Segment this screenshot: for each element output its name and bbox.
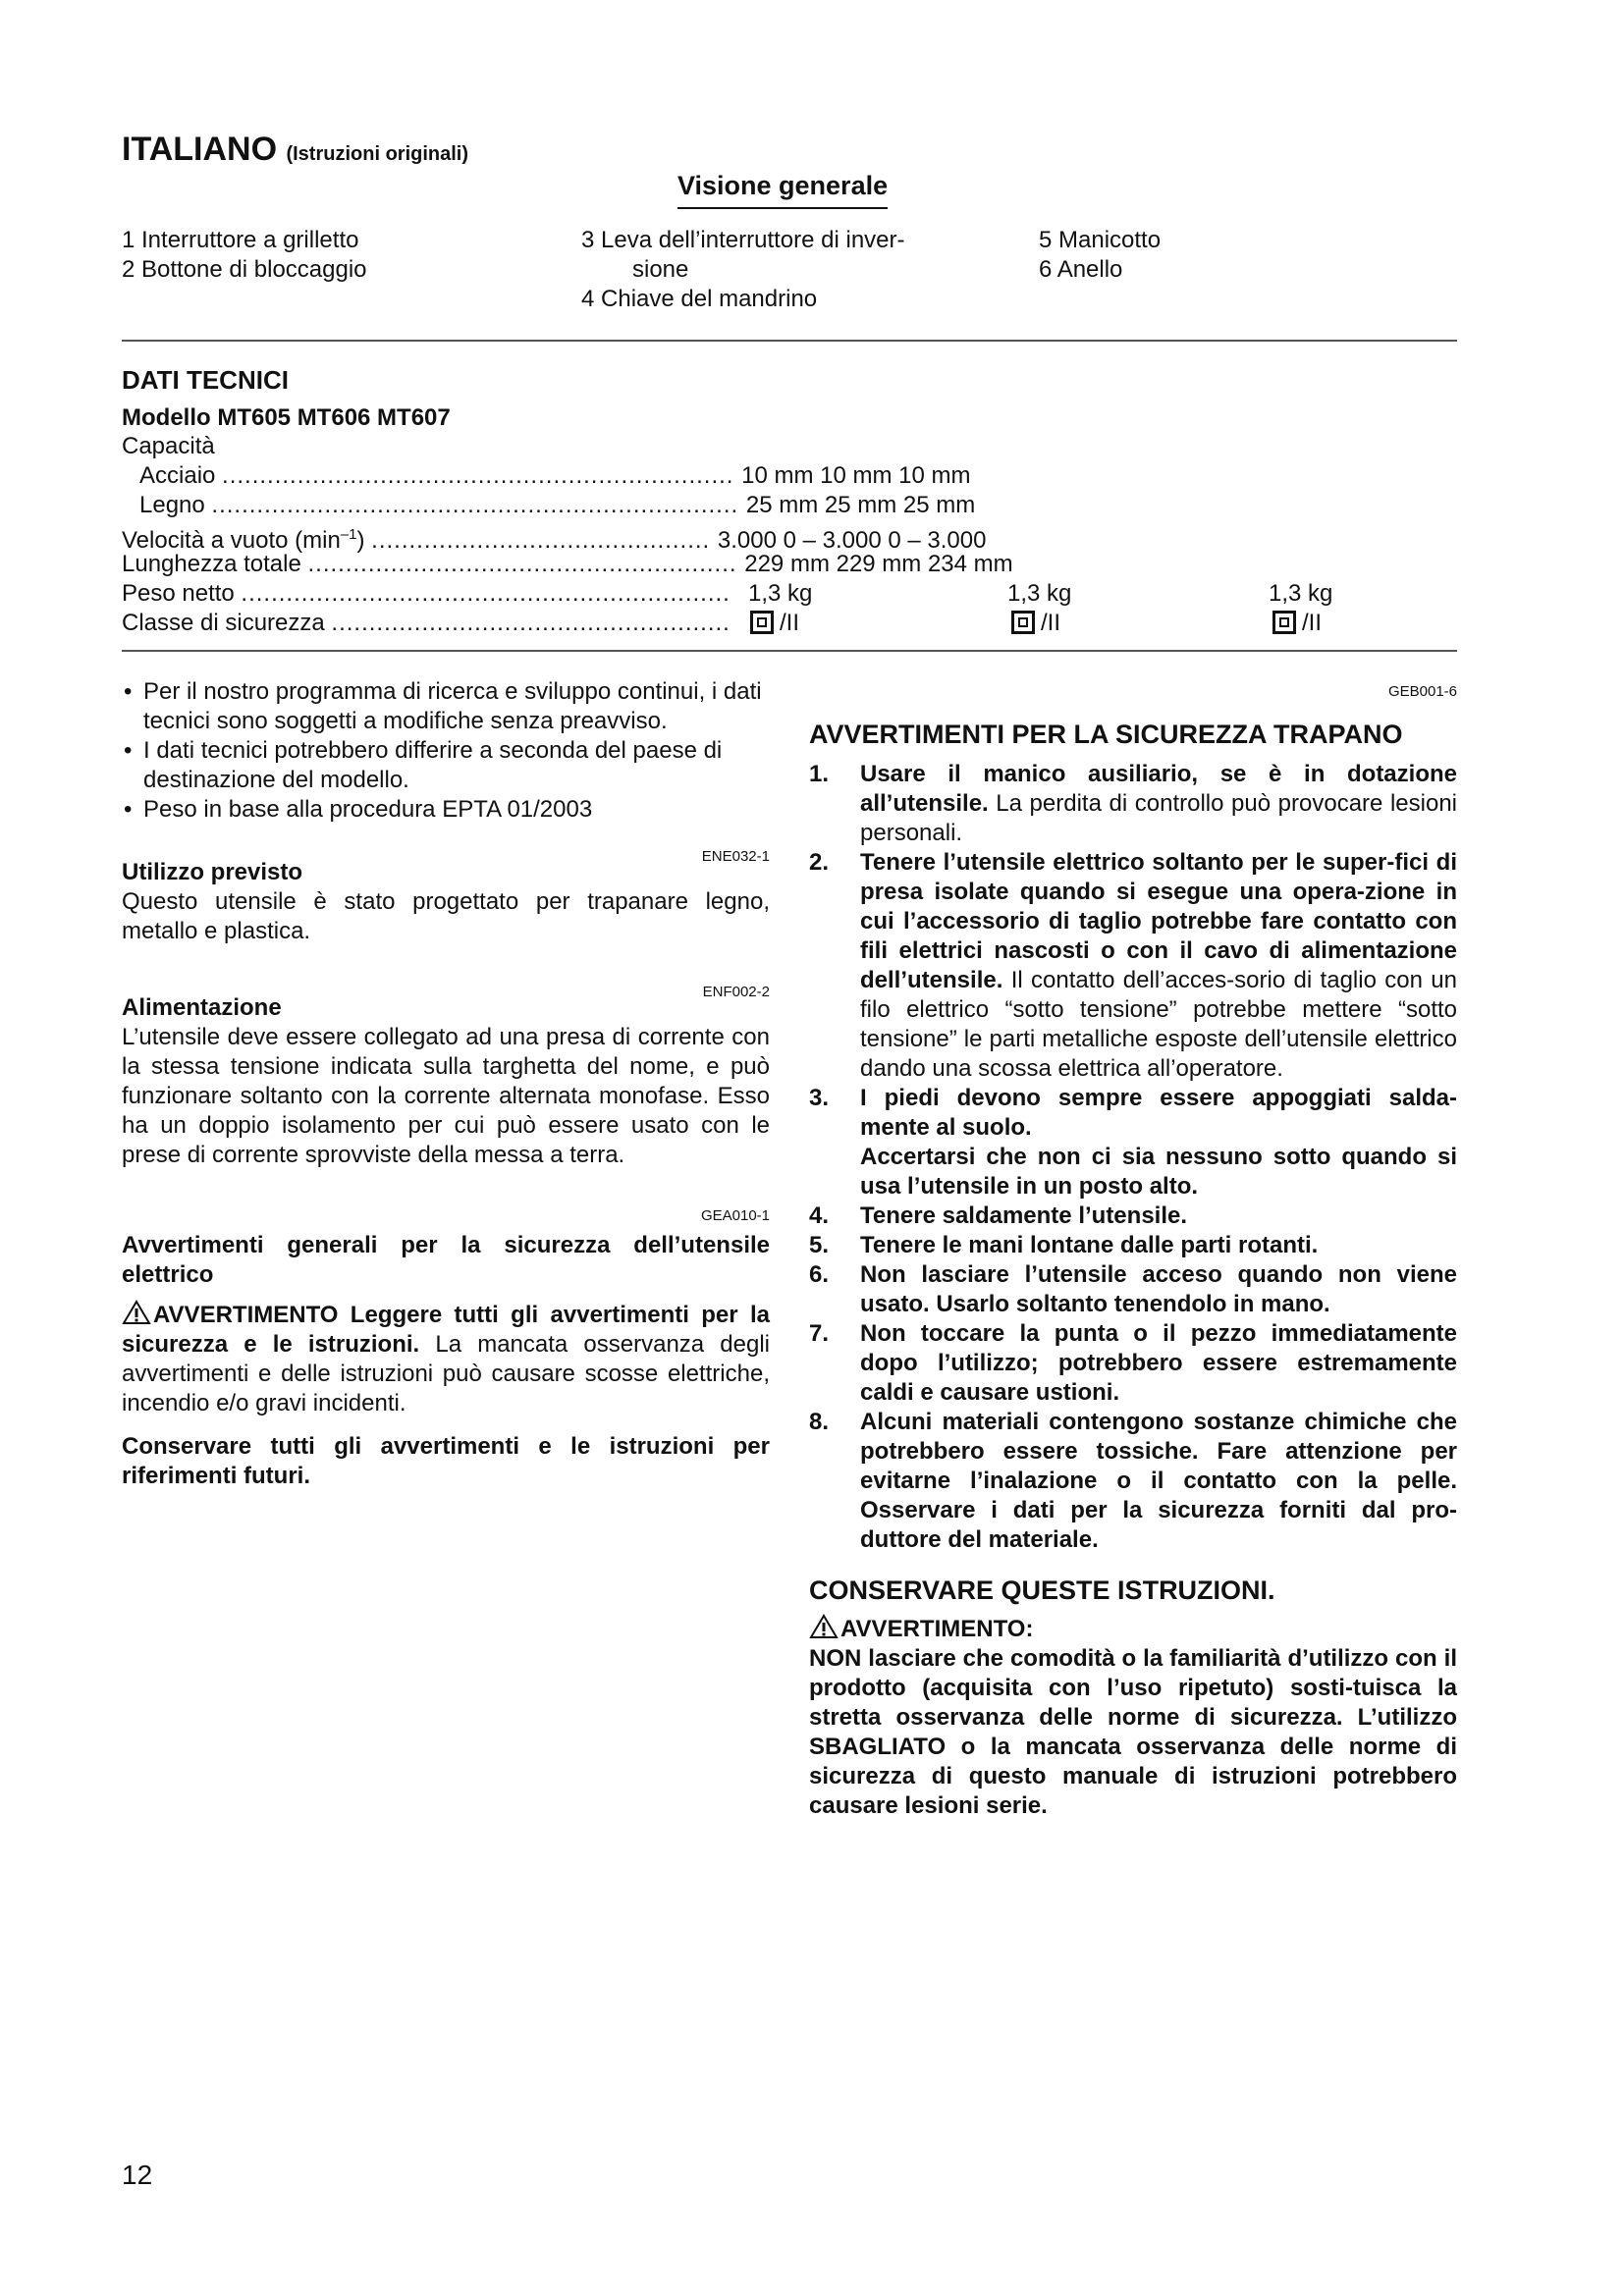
specs-title: DATI TECNICI [122, 365, 289, 395]
spec-steel-value: 10 mm 10 mm 10 mm [741, 462, 971, 489]
warning-triangle-icon [809, 1614, 839, 1639]
item-bold: Tenere saldamente l’utensile. [860, 1202, 1188, 1229]
section-code: ENF002-2 [702, 984, 770, 1000]
spec-class-value [750, 609, 799, 638]
item-bold: Tenere le mani lontane dalle parti rotanti. [860, 1232, 1319, 1258]
spec-weight-value: 1,3 kg [1269, 580, 1333, 607]
double-insulation-icon [1011, 611, 1035, 634]
divider-specs [122, 650, 1457, 652]
spec-class-text: /II [1041, 610, 1061, 636]
safety-item [809, 1201, 1457, 1231]
left-column [122, 677, 770, 1491]
item-number: 2. [809, 849, 830, 876]
dot-leader: ..................................................... [331, 610, 731, 636]
legend-item: 5 Manicotto [1039, 227, 1162, 253]
spec-length-value: 229 mm 229 mm 234 mm [744, 551, 1013, 577]
dot-leader: ...................................................................... [211, 492, 746, 518]
spec-class-label: Classe di sicurezza [122, 610, 325, 636]
section-title: Alimentazione [122, 994, 282, 1021]
warning-label-line [809, 1614, 1457, 1644]
dot-leader: .................................................................... [222, 462, 742, 489]
safety-item [809, 1231, 1457, 1260]
item-bold: Accertarsi che non ci sia nessuno sotto quando si usa l’utensile in un posto alto. [860, 1144, 1457, 1200]
spec-note: • Per il nostro programma di ricerca e sviluppo continui, i dati tecnici sono soggetti a modifiche senza preavviso. [122, 677, 770, 736]
safety-item [809, 848, 1457, 1084]
spec-note: • I dati tecnici potrebbero differire a seconda del paese di destinazione del modello. [122, 736, 770, 795]
item-number: 4. [809, 1202, 830, 1229]
spec-note: • Peso in base alla procedura EPTA 01/2003 [122, 795, 770, 825]
warning-paragraph [122, 1300, 770, 1418]
divider-top [122, 340, 1457, 342]
item-number: 7. [809, 1320, 830, 1347]
overview-title: Visione generale [677, 171, 888, 209]
spec-class-text: /II [780, 610, 800, 636]
dot-leader: ......................................................... [307, 551, 745, 577]
spec-wood [139, 491, 975, 520]
legend-item: 6 Anello [1039, 256, 1123, 283]
item-text: Il contatto dell’acces-sorio di taglio con un filo elettrico “sotto tensione” potrebbe mettere “sotto tensione” le parti metalliche esposte dell’utensile elettrico dando una scossa elettrica all’operatore. [860, 967, 1457, 1082]
model-line: Modello MT605 MT606 MT607 [122, 404, 451, 431]
warning-text: NON lasciare che comodità o la familiarità d’utilizzo con il prodotto (acquisita con l’uso ripetuto) sosti-tuisca la stretta osservanza delle norme di sicurezza. L’utilizzo SBAGLIATO o la mancata osservanza delle norme di sicurezza di questo manuale di istruzioni potrebbero causare lesioni serie. [809, 1645, 1457, 1819]
double-insulation-icon [1272, 611, 1296, 634]
warning-label: AVVERTIMENTO: [840, 1616, 1034, 1642]
item-bold: Alcuni materiali contengono sostanze chimiche che potrebbero essere tossiche. Fare attenzione per evitarne l’inalazione o il contatto con la pelle. Osservare i dati per la sicurezza forniti dal pro-duttore del materiale. [860, 1409, 1457, 1553]
section-title: Utilizzo previsto [122, 859, 303, 885]
language-title: ITALIANO [122, 131, 278, 168]
section-text: Questo utensile è stato progettato per trapanare legno, metallo e plastica. [122, 888, 770, 944]
item-number: 1. [809, 761, 830, 787]
keep-title: CONSERVARE QUESTE ISTRUZIONI. [809, 1575, 1275, 1605]
spec-class-value [1011, 609, 1060, 638]
spec-class-value [1272, 609, 1322, 638]
warning-bold: AVVERTIMENTO Leggere tutti gli avvertimenti per la sicurezza e le istruzioni. [122, 1302, 770, 1358]
legend-column-2 [581, 226, 905, 314]
spec-capacity-label: Capacità [122, 433, 215, 459]
item-bold: I piedi devono sempre essere appoggiati salda-mente al suolo. [860, 1085, 1457, 1141]
section-text: L’utensile deve essere collegato ad una presa di corrente con la stessa tensione indicata sulla targhetta del nome, e può funzionare soltanto con la corrente alternata monofase. Esso ha un doppio isolamento per cui può essere usato con le prese di corrente sprovviste della messa a terra. [122, 1024, 770, 1168]
spec-weight-value: 1,3 kg [748, 580, 813, 607]
spec-weight-value: 1,3 kg [1007, 580, 1072, 607]
spec-weight [122, 579, 731, 609]
double-insulation-icon [750, 611, 774, 634]
item-number: 5. [809, 1232, 830, 1258]
safety-item [809, 1084, 1457, 1143]
spec-speed-value: 3.000 0 – 3.000 0 – 3.000 [717, 527, 987, 554]
right-column [809, 677, 1457, 1821]
keep-instructions: Conservare tutti gli avvertimenti e le istruzioni per riferimenti futuri. [122, 1433, 770, 1489]
legend-column-3 [1039, 226, 1161, 285]
section-title: Avvertimenti generali per la sicurezza dell’utensile elettrico [122, 1232, 770, 1288]
safety-item [809, 1260, 1457, 1319]
warning-text: La mancata osservanza degli avvertimenti e delle istruzioni può causare scosse elettriche, incendio e/o gravi incidenti. [122, 1331, 771, 1416]
spec-length-label: Lunghezza totale [122, 551, 301, 577]
legend-item: 2 Bottone di bloccaggio [122, 256, 367, 283]
item-number: 3. [809, 1085, 830, 1111]
section-code: GEB001-6 [1387, 683, 1457, 700]
dot-leader: ................................................................. [241, 580, 731, 607]
item-number: 6. [809, 1261, 830, 1288]
spec-class [122, 609, 731, 638]
legend-column-1 [122, 226, 367, 285]
legend-item: 1 Interruttore a grilletto [122, 227, 359, 253]
dot-leader: ............................................. [371, 527, 718, 554]
legend-item: sione [632, 256, 689, 283]
language-subtitle: (Istruzioni originali) [286, 143, 469, 165]
spec-wood-value: 25 mm 25 mm 25 mm [745, 492, 976, 518]
spec-speed-label: Velocità a vuoto (min [122, 527, 341, 554]
item-number: 8. [809, 1409, 830, 1435]
item-bold: Non toccare la punta o il pezzo immediatamente dopo l’utilizzo; potrebbero essere estremamente caldi e causare ustioni. [860, 1320, 1457, 1406]
section-code: ENE032-1 [701, 848, 770, 865]
item-bold: Tenere l’utensile elettrico soltanto per le super-fici di presa isolate quando si esegue una opera-zione in cui l’accessorio di taglio potrebbe fare contatto con fili elettrici nascosti o con il cavo di alimentazione dell’utensile. [860, 849, 1457, 993]
spec-weight-label: Peso netto [122, 580, 235, 607]
language-heading [122, 131, 468, 169]
drill-safety-title: AVVERTIMENTI PER LA SICUREZZA TRAPANO [809, 720, 1403, 749]
spec-speed-sup: –1 [340, 526, 357, 543]
item-text: La perdita di controllo può provocare lesioni personali. [860, 790, 1457, 846]
legend-item: 4 Chiave del mandrino [581, 286, 818, 312]
safety-item [809, 1319, 1457, 1408]
safety-item [809, 1143, 1457, 1201]
spec-steel [139, 461, 971, 491]
spec-length [122, 550, 1013, 579]
page-number: 12 [122, 2160, 153, 2190]
section-code: GEA010-1 [700, 1207, 770, 1224]
item-bold: Non lasciare l’utensile acceso quando non viene usato. Usarlo soltanto tenendolo in mano. [860, 1261, 1457, 1317]
safety-item [809, 1408, 1457, 1555]
spec-speed-label-end: ) [356, 527, 365, 554]
safety-item [809, 760, 1457, 848]
item-bold: Usare il manico ausiliario, se è in dotazione all’utensile. [860, 761, 1457, 817]
legend-item: 3 Leva dell’interruttore di inver- [581, 227, 905, 253]
spec-steel-label: Acciaio [139, 462, 216, 489]
warning-triangle-icon [122, 1300, 151, 1325]
spec-class-text: /II [1302, 610, 1323, 636]
spec-wood-label: Legno [139, 492, 205, 518]
